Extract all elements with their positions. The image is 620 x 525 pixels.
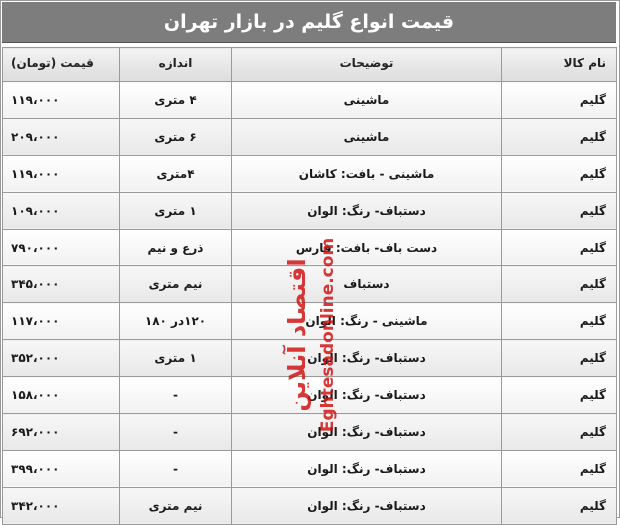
- column-header-description: توضیحات: [232, 48, 502, 82]
- cell-price: ۱۱۹،۰۰۰: [3, 82, 120, 119]
- column-header-size: اندازه: [120, 48, 232, 82]
- table-row: [3, 303, 617, 340]
- table-body: [3, 82, 617, 525]
- cell-size: ۱۲۰در ۱۸۰: [120, 303, 232, 340]
- cell-description: دستباف- رنگ: الوان: [232, 414, 502, 451]
- cell-name: گلیم: [502, 377, 617, 414]
- cell-price: ۳۴۵،۰۰۰: [3, 266, 120, 303]
- cell-price: ۲۰۹،۰۰۰: [3, 118, 120, 155]
- cell-name: گلیم: [502, 229, 617, 266]
- table-row: [3, 155, 617, 192]
- table-row: [3, 450, 617, 487]
- cell-description: ماشینی - رنگ: الوان: [232, 303, 502, 340]
- cell-size: ۱ متری: [120, 192, 232, 229]
- cell-price: ۱۱۷،۰۰۰: [3, 303, 120, 340]
- table-row: [3, 377, 617, 414]
- table-row: [3, 340, 617, 377]
- cell-description: ماشینی - بافت: کاشان: [232, 155, 502, 192]
- column-header-price: قیمت (تومان): [3, 48, 120, 82]
- cell-name: گلیم: [502, 192, 617, 229]
- cell-description: ماشینی: [232, 82, 502, 119]
- table-row: [3, 266, 617, 303]
- table-row: [3, 118, 617, 155]
- cell-description: دستباف- رنگ: الوان: [232, 487, 502, 524]
- cell-size: نیم متری: [120, 266, 232, 303]
- table-header: [3, 48, 617, 82]
- cell-name: گلیم: [502, 414, 617, 451]
- header-row: [3, 48, 617, 82]
- cell-name: گلیم: [502, 118, 617, 155]
- cell-size: ۴ متری: [120, 82, 232, 119]
- cell-description: دستباف- رنگ: الوان: [232, 377, 502, 414]
- table-row: [3, 82, 617, 119]
- cell-name: گلیم: [502, 303, 617, 340]
- cell-size: -: [120, 377, 232, 414]
- svg-text:Eghtesadonline.com: Eghtesadonline.com: [318, 237, 338, 433]
- title-bar: [2, 2, 616, 43]
- cell-name: گلیم: [502, 155, 617, 192]
- cell-name: گلیم: [502, 82, 617, 119]
- cell-size: ذرع و نیم: [120, 229, 232, 266]
- cell-price: ۳۹۹،۰۰۰: [3, 450, 120, 487]
- cell-price: ۳۴۲،۰۰۰: [3, 487, 120, 524]
- cell-description: دستباف: [232, 266, 502, 303]
- cell-description: ماشینی: [232, 118, 502, 155]
- table-row: [3, 487, 617, 524]
- cell-description: دست باف- بافت: فارس: [232, 229, 502, 266]
- cell-name: گلیم: [502, 450, 617, 487]
- cell-price: ۷۹۰،۰۰۰: [3, 229, 120, 266]
- cell-size: نیم متری: [120, 487, 232, 524]
- column-header-name: نام کالا: [502, 48, 617, 82]
- cell-price: ۱۱۹،۰۰۰: [3, 155, 120, 192]
- cell-description: دستباف- رنگ: الوان: [232, 340, 502, 377]
- table-row: [3, 229, 617, 266]
- cell-size: ۱ متری: [120, 340, 232, 377]
- price-table: [2, 47, 617, 525]
- cell-price: ۱۰۹،۰۰۰: [3, 192, 120, 229]
- cell-price: ۶۹۲،۰۰۰: [3, 414, 120, 451]
- cell-size: -: [120, 450, 232, 487]
- table-row: [3, 414, 617, 451]
- cell-description: دستباف- رنگ: الوان: [232, 192, 502, 229]
- page-title: قیمت انواع گلیم در بازار تهران: [163, 11, 455, 33]
- svg-text:اقتصاد آنلاین: اقتصاد آنلاین: [283, 258, 311, 412]
- cell-size: ۶ متری: [120, 118, 232, 155]
- table-row: [3, 192, 617, 229]
- cell-name: گلیم: [502, 266, 617, 303]
- cell-size: -: [120, 414, 232, 451]
- cell-price: ۳۵۲،۰۰۰: [3, 340, 120, 377]
- cell-price: ۱۵۸،۰۰۰: [3, 377, 120, 414]
- cell-name: گلیم: [502, 487, 617, 524]
- cell-description: دستباف- رنگ: الوان: [232, 450, 502, 487]
- cell-name: گلیم: [502, 340, 617, 377]
- cell-size: ۴متری: [120, 155, 232, 192]
